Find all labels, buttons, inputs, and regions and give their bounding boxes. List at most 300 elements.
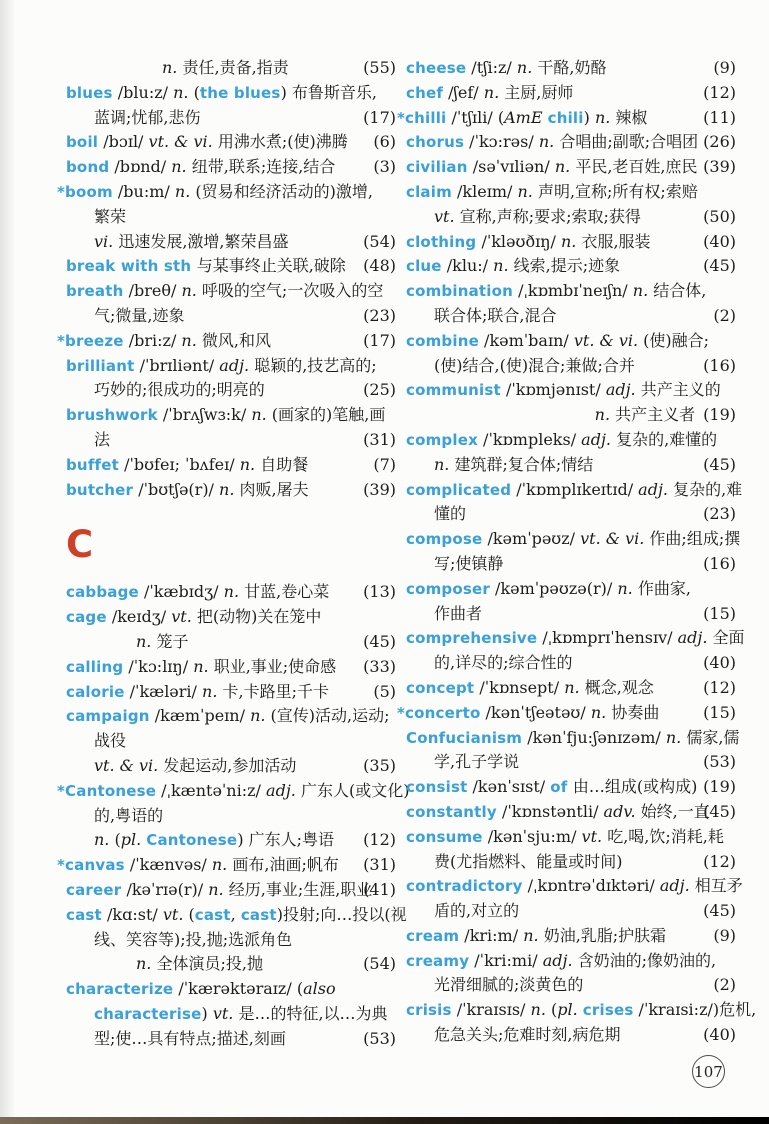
entry-line bbox=[406, 949, 736, 974]
definition-text: 全面 bbox=[712, 628, 745, 648]
pos-label: n. bbox=[219, 479, 240, 499]
page-ref: (31) bbox=[363, 429, 396, 449]
definition-text: 光滑细腻的;淡黄色的 bbox=[434, 975, 584, 995]
definition-text: 作曲;组成;撰 bbox=[649, 529, 741, 549]
definition-text: /kəmˈbaɪn/ bbox=[478, 330, 574, 350]
entry-line bbox=[66, 605, 396, 630]
definition-text: /ˈkɒmjənɪst/ bbox=[500, 380, 606, 400]
definition-text: /bɔɪl/ bbox=[98, 132, 149, 152]
definition-text: /ˌkɒntrəˈdɪktəri/ bbox=[522, 876, 660, 896]
entry-line bbox=[66, 453, 396, 478]
definition-text: /ˈkraɪsi:z/)危机, bbox=[633, 1000, 757, 1020]
definition-text: /ˈkænvəs/ bbox=[124, 855, 212, 875]
definition-text: /ˈkraɪsɪs/ bbox=[451, 1000, 531, 1020]
definition-text: 复杂的,难 bbox=[673, 479, 743, 499]
pos-label: n. bbox=[632, 281, 654, 301]
headword: constantly bbox=[406, 802, 497, 821]
entry-line bbox=[66, 478, 396, 503]
definition-text: /ˌkɒmprɪˈhensɪv/ bbox=[537, 628, 678, 648]
entry-line bbox=[406, 428, 736, 453]
entry-line bbox=[406, 1023, 736, 1048]
definition-text: 经历,事业;生涯,职业 bbox=[228, 879, 373, 899]
page-ref: (23) bbox=[363, 305, 396, 325]
definition-text: 含奶油的;像奶油的, bbox=[577, 950, 717, 970]
definition-text: 费(尤指燃料、能量或时间) bbox=[434, 851, 623, 871]
entry-line bbox=[66, 630, 396, 655]
definition-text: 肉贩,屠夫 bbox=[239, 479, 309, 499]
entry-line bbox=[406, 230, 736, 255]
page-ref: (7) bbox=[373, 454, 396, 474]
pos-label: adv. bbox=[603, 801, 641, 821]
pos-label: n. bbox=[530, 1000, 552, 1020]
pos-label: vt. & vi. bbox=[573, 330, 644, 350]
definition-text: 复杂的,难懂的 bbox=[616, 429, 718, 449]
definition-text: ) bbox=[583, 107, 595, 127]
pos-label: vt. bbox=[212, 1003, 239, 1023]
definition-text: 儒家,儒 bbox=[686, 727, 740, 747]
page-ref: (45) bbox=[703, 901, 736, 921]
page-ref: (45) bbox=[363, 631, 396, 651]
definition-text: 责任,责备,指责 bbox=[182, 58, 289, 77]
pos-label: adj. bbox=[219, 355, 255, 375]
pos-label: n. bbox=[594, 405, 616, 425]
pos-label: vt. & vi. bbox=[148, 132, 218, 152]
pos-label: adj. bbox=[581, 429, 617, 449]
entry-line bbox=[66, 1027, 396, 1052]
definition-text: 盾的,对立的 bbox=[434, 901, 520, 921]
headword: comprehensive bbox=[406, 629, 538, 648]
headword: brushwork bbox=[66, 406, 158, 425]
page-ref: (12) bbox=[703, 851, 736, 871]
definition-text: 主厨,厨师 bbox=[504, 82, 574, 102]
page-ref: (55) bbox=[363, 58, 396, 77]
definition-text: /kæmˈpeɪn/ bbox=[149, 706, 251, 726]
pos-label: n. bbox=[171, 157, 192, 177]
entry-line bbox=[406, 56, 736, 81]
entry-line bbox=[66, 428, 396, 453]
definition-text: 广东人(或文化) bbox=[300, 780, 410, 800]
entry-line bbox=[66, 928, 396, 953]
entry-line bbox=[406, 527, 741, 552]
definition-text: /ˈkɔ:rəs/ bbox=[464, 132, 539, 152]
headword: cream bbox=[406, 926, 460, 945]
keyword-bold: the blues bbox=[199, 83, 281, 102]
page-ref: (45) bbox=[703, 801, 736, 821]
entry-line bbox=[406, 403, 736, 428]
page-ref: (53) bbox=[363, 1028, 396, 1048]
definition-text: 始终,一直 bbox=[640, 801, 710, 821]
entry-line bbox=[406, 577, 736, 602]
definition-text: 干酪,奶酪 bbox=[537, 58, 607, 77]
page-ref: (45) bbox=[703, 454, 736, 474]
page-bottom-edge bbox=[0, 1117, 769, 1124]
pos-label: n. bbox=[483, 82, 505, 102]
page-ref: (15) bbox=[703, 702, 736, 722]
definition-text: 吃,喝,饮;消耗,耗 bbox=[607, 826, 724, 846]
page-ref: (17) bbox=[363, 330, 396, 350]
pos-label: n. bbox=[136, 631, 157, 651]
definition-text: /ˈkæbɪdʒ/ bbox=[138, 582, 224, 602]
definition-text: /ˈkæləri/ bbox=[124, 681, 203, 701]
pos-label: n. bbox=[251, 405, 272, 425]
pos-label: n. bbox=[181, 330, 202, 350]
definition-text: 聪颖的,技艺高的; bbox=[254, 355, 377, 375]
definition-text: (使)融合; bbox=[643, 330, 710, 350]
definition-text: 奶油,乳脂;护肤霜 bbox=[543, 925, 667, 945]
pos-label: n. bbox=[162, 58, 183, 77]
definition-text: 由…组成(或构成) bbox=[572, 777, 698, 797]
entry-line bbox=[66, 655, 396, 680]
pos-label: n. bbox=[517, 181, 538, 201]
page-ref: (33) bbox=[363, 656, 396, 676]
definition-text: /blu:z/ bbox=[112, 82, 174, 102]
headword: clothing bbox=[406, 232, 477, 251]
entry-line bbox=[406, 899, 736, 924]
page-ref: (6) bbox=[373, 132, 396, 152]
entry-line bbox=[406, 81, 736, 106]
definition-text: /ˈkɒnstəntli/ bbox=[496, 801, 604, 821]
page-ref: (19) bbox=[703, 777, 736, 797]
entry-line bbox=[406, 254, 736, 279]
entry-line bbox=[66, 106, 396, 131]
entry-line bbox=[66, 704, 396, 729]
entry-line bbox=[66, 279, 396, 304]
pos-label: vt. bbox=[171, 607, 197, 627]
definition-text: 平民,老百姓,庶民 bbox=[575, 157, 698, 177]
definition-text: /kənˈsju:m/ bbox=[482, 826, 582, 846]
entry-line bbox=[66, 1002, 396, 1027]
page-ref: (40) bbox=[703, 231, 736, 251]
page-ref: (25) bbox=[363, 380, 396, 400]
page-ref: (12) bbox=[363, 830, 396, 850]
definition-text: 共产主义者 bbox=[615, 405, 696, 425]
definition-text: /kənˈsɪst/ bbox=[467, 777, 551, 797]
entry-line bbox=[397, 701, 736, 726]
definition-text: /keɪdʒ/ bbox=[106, 607, 172, 627]
headword: concept bbox=[406, 678, 475, 697]
page-ref: (17) bbox=[363, 107, 396, 127]
headword: communist bbox=[406, 381, 501, 400]
headword: chorus bbox=[406, 133, 465, 152]
entry-line bbox=[57, 779, 410, 804]
pos-label: n. bbox=[665, 727, 687, 747]
page-ref: (39) bbox=[703, 157, 736, 177]
definition-text: ( bbox=[114, 830, 121, 850]
definition-text: /breθ/ bbox=[123, 281, 182, 301]
definition-text: (使)结合,(使)混合;兼做;合并 bbox=[434, 355, 635, 375]
definition-text: 作曲家, bbox=[637, 578, 691, 598]
headword: civilian bbox=[406, 158, 468, 177]
page-ref: (53) bbox=[703, 752, 736, 772]
pos-label: n. bbox=[538, 132, 560, 152]
page-ref: (54) bbox=[363, 231, 396, 251]
entry-line bbox=[66, 205, 396, 230]
definition-text: 概念,观念 bbox=[584, 677, 654, 697]
entry-line bbox=[406, 279, 736, 304]
definition-text: /səˈvɪliən/ bbox=[467, 157, 555, 177]
definition-text: 是…的特征,以…为典 bbox=[238, 1003, 388, 1023]
definition-text: 气;微量,迹象 bbox=[94, 305, 185, 325]
definition-text: 纽带,联系;连接,结合 bbox=[191, 157, 336, 177]
page-number-badge bbox=[692, 1055, 725, 1088]
page-ref: (5) bbox=[373, 681, 396, 701]
headword: complex bbox=[406, 430, 478, 449]
definition-text: 宣称,声称;要求;索取;获得 bbox=[459, 206, 641, 226]
headword: *boom bbox=[57, 182, 113, 201]
pos-label: adj. bbox=[659, 876, 695, 896]
definition-text: 巧妙的;很成功的;明亮的 bbox=[94, 380, 265, 400]
pos-label: vt. & vi. bbox=[94, 755, 164, 775]
keyword-bold: cast bbox=[194, 905, 231, 924]
entry-line bbox=[406, 726, 740, 751]
definition-text: ( bbox=[188, 904, 195, 924]
definition-text: 笼子 bbox=[156, 631, 189, 651]
definition-text: 辣椒 bbox=[615, 107, 648, 127]
pos-label: n. bbox=[211, 855, 233, 875]
definition-text: /kəˈrɪə(r)/ bbox=[121, 879, 209, 899]
page-number: 107 bbox=[694, 1062, 723, 1081]
page-ref: (9) bbox=[713, 925, 736, 945]
headword: crisis bbox=[406, 1001, 452, 1020]
entry-line bbox=[66, 580, 396, 605]
headword: combination bbox=[406, 282, 514, 301]
headword: clue bbox=[406, 257, 442, 276]
definition-text: 的,粤语的 bbox=[94, 805, 164, 825]
definition-text: 合唱曲;副歌;合唱团 bbox=[559, 132, 699, 152]
headword: cabbage bbox=[66, 583, 139, 602]
definition-text: ( bbox=[193, 82, 200, 102]
entry-line bbox=[66, 254, 396, 279]
definition-text: 职业,事业;使命感 bbox=[213, 656, 337, 676]
page-ref: (50) bbox=[703, 206, 736, 226]
headword: consume bbox=[406, 827, 483, 846]
definition-text: )投射;向…投以(视 bbox=[276, 904, 407, 924]
page-ref: (40) bbox=[703, 1025, 736, 1045]
page-ref: (13) bbox=[363, 582, 396, 602]
pos-label: n. bbox=[590, 702, 612, 722]
entry-line bbox=[406, 304, 736, 329]
entry-line bbox=[406, 626, 745, 651]
headword: campaign bbox=[66, 707, 150, 726]
definition-text: /klu:/ bbox=[441, 256, 494, 276]
entry-line bbox=[66, 81, 396, 106]
page-ref: (48) bbox=[363, 256, 396, 276]
keyword-bold: crises bbox=[582, 1001, 634, 1020]
entry-line bbox=[66, 828, 396, 853]
definition-text: 法 bbox=[94, 429, 111, 449]
page-ref: (35) bbox=[363, 755, 396, 775]
pos-label: pl. bbox=[557, 1000, 583, 1020]
pos-label: n. bbox=[564, 677, 585, 697]
entry-line bbox=[406, 130, 736, 155]
headword: buffet bbox=[66, 455, 120, 474]
entry-line bbox=[66, 952, 396, 977]
pos-label: adj. bbox=[266, 780, 301, 800]
definition-text: 自助餐 bbox=[260, 454, 309, 474]
definition-text: ) 布鲁斯音乐, bbox=[280, 82, 377, 102]
headword: composer bbox=[406, 579, 490, 598]
definition-text: 声明,宣称;所有权;索赔 bbox=[537, 181, 698, 201]
pos-label: n. bbox=[193, 656, 214, 676]
pos-label: n. bbox=[94, 830, 115, 850]
entry-line bbox=[406, 775, 736, 800]
entry-line bbox=[406, 825, 736, 850]
page-ref: (3) bbox=[373, 157, 396, 177]
definition-text: 繁荣 bbox=[94, 206, 127, 226]
keyword-bold: cast bbox=[240, 905, 277, 924]
definition-text: 战役 bbox=[94, 731, 127, 751]
headword: calling bbox=[66, 657, 124, 676]
pos-label: n. bbox=[136, 954, 157, 974]
pos-label: n. bbox=[434, 454, 455, 474]
entry-line bbox=[66, 754, 396, 779]
headword: consist bbox=[406, 778, 468, 797]
definition-text: , bbox=[230, 904, 241, 924]
entry-line bbox=[406, 502, 736, 527]
pos-label: adj. bbox=[542, 950, 578, 970]
definition-text: /ʃef/ bbox=[443, 82, 484, 102]
headword: blues bbox=[66, 83, 113, 102]
definition-text: /ˈtʃɪli/ ( bbox=[446, 107, 505, 127]
pos-label: adj. bbox=[638, 479, 674, 499]
entry-line bbox=[66, 878, 396, 903]
left-column bbox=[57, 56, 410, 1051]
pos-label: AmE bbox=[504, 107, 548, 127]
pos-label: n. bbox=[173, 82, 194, 102]
headword: combine bbox=[406, 331, 479, 350]
entry-line bbox=[66, 403, 396, 428]
section-letter: C bbox=[66, 523, 94, 567]
definition-text: /bɒnd/ bbox=[109, 157, 172, 177]
pos-label: n. bbox=[208, 879, 229, 899]
entry-line bbox=[406, 800, 736, 825]
definition-text: /ˈbʊtʃə(r)/ bbox=[133, 479, 220, 499]
headword: boil bbox=[66, 133, 99, 152]
entry-line bbox=[66, 729, 396, 754]
definition-text: 懂的 bbox=[434, 504, 467, 524]
headword: *canvas bbox=[57, 856, 125, 875]
pos-label: n. bbox=[250, 706, 271, 726]
page-ref: (19) bbox=[703, 405, 736, 425]
entry-line bbox=[57, 180, 396, 205]
definition-text: /ˈkri:mi/ bbox=[469, 950, 543, 970]
definition-text: 共产主义的 bbox=[640, 380, 721, 400]
page-ref: (23) bbox=[703, 504, 736, 524]
pos-label: n. bbox=[523, 925, 544, 945]
headword: brilliant bbox=[66, 356, 135, 375]
entry-line bbox=[406, 329, 736, 354]
entry-line bbox=[66, 155, 396, 180]
definition-text: 线、笑容等);投,抛;选派角色 bbox=[94, 929, 293, 949]
headword: cage bbox=[66, 608, 107, 627]
page-ref: (40) bbox=[703, 653, 736, 673]
pos-label: n. bbox=[516, 58, 538, 77]
keyword-bold: characterise bbox=[94, 1004, 202, 1023]
headword: Confucianism bbox=[406, 728, 523, 747]
page-ref: (45) bbox=[703, 256, 736, 276]
entry-line bbox=[66, 56, 396, 81]
definition-text: /ˈkɒmplɪkeɪtɪd/ bbox=[511, 479, 639, 499]
definition-text: 全体演员;投,抛 bbox=[156, 954, 263, 974]
definition-text: ) 广东人;粤语 bbox=[237, 830, 335, 850]
headword: bond bbox=[66, 158, 110, 177]
entry-line bbox=[406, 874, 743, 899]
pos-label: also bbox=[303, 979, 336, 999]
definition-text: 甘蓝,卷心菜 bbox=[244, 582, 330, 602]
entry-line bbox=[66, 130, 396, 155]
definition-text: /ˈkɒmpleks/ bbox=[477, 429, 582, 449]
definition-text: /tʃi:z/ bbox=[466, 58, 517, 77]
headword: cast bbox=[66, 905, 102, 924]
headword: *chilli bbox=[397, 108, 447, 127]
right-column bbox=[397, 56, 757, 1051]
definition-text: /kənˈfju:ʃənɪzəm/ bbox=[522, 727, 666, 747]
definition-text: 卡,卡路里;千卡 bbox=[222, 681, 329, 701]
definition-text: 协奏曲 bbox=[611, 702, 660, 722]
definition-text: /kɑ:st/ bbox=[101, 904, 163, 924]
pos-label: adj. bbox=[677, 628, 713, 648]
definition-text: (贸易和经济活动的)激增, bbox=[195, 181, 373, 201]
pos-label: vt. & vi. bbox=[580, 529, 650, 549]
definition-text: 的,详尽的;综合性的 bbox=[434, 653, 573, 673]
pos-label: n. bbox=[239, 454, 261, 474]
entry-line bbox=[406, 998, 757, 1023]
definition-text: 联合体;联合,混合 bbox=[434, 305, 557, 325]
entry-line bbox=[57, 853, 396, 878]
entry-line bbox=[406, 453, 736, 478]
definition-text: (画家的)笔触,画 bbox=[271, 405, 386, 425]
definition-text: /kleɪm/ bbox=[451, 181, 518, 201]
page-ref: (31) bbox=[363, 855, 396, 875]
definition-text: 呼吸的空气;一次吸入的空 bbox=[201, 281, 384, 301]
pos-label: pl. bbox=[120, 830, 147, 850]
definition-text: 线索,提示;迹象 bbox=[513, 256, 621, 276]
headword: *concerto bbox=[397, 703, 481, 722]
page-ref: (39) bbox=[363, 479, 396, 499]
entry-line bbox=[406, 924, 736, 949]
entry-line bbox=[406, 180, 736, 205]
pos-label: n. bbox=[174, 181, 196, 201]
definition-text: 相互矛 bbox=[694, 876, 743, 896]
entry-line bbox=[406, 354, 736, 379]
entry-line bbox=[406, 850, 736, 875]
page-ref: (12) bbox=[703, 677, 736, 697]
entry-line bbox=[406, 973, 736, 998]
definition-text: 画布,油画;帆布 bbox=[232, 855, 339, 875]
headword: compose bbox=[406, 530, 483, 549]
pos-label: adj. bbox=[605, 380, 641, 400]
definition-text: 作曲者 bbox=[434, 603, 483, 623]
entry-line bbox=[57, 329, 396, 354]
entry-line bbox=[406, 552, 736, 577]
entry-line bbox=[66, 354, 396, 379]
definition-text: 衣服,服装 bbox=[581, 231, 651, 251]
definition-text: 学,孔子学说 bbox=[434, 752, 520, 772]
entry-line bbox=[66, 804, 396, 829]
definition-text: /kəmˈpəʊzə(r)/ bbox=[489, 578, 618, 598]
definition-text: /kri:m/ bbox=[459, 925, 524, 945]
headword: *Cantonese bbox=[57, 781, 157, 800]
headword: cheese bbox=[406, 59, 467, 77]
page-ref: (41) bbox=[363, 879, 396, 899]
definition-text: (宣传)活动,运动; bbox=[270, 706, 390, 726]
headword: break with sth bbox=[66, 257, 197, 276]
definition-text: /ˈbrʌʃwɜ:k/ bbox=[157, 405, 252, 425]
headword: breath bbox=[66, 282, 124, 301]
headword: characterize bbox=[66, 980, 174, 999]
definition-text: /kənˈtʃeətəʊ/ bbox=[480, 702, 591, 722]
entry-line bbox=[66, 304, 396, 329]
